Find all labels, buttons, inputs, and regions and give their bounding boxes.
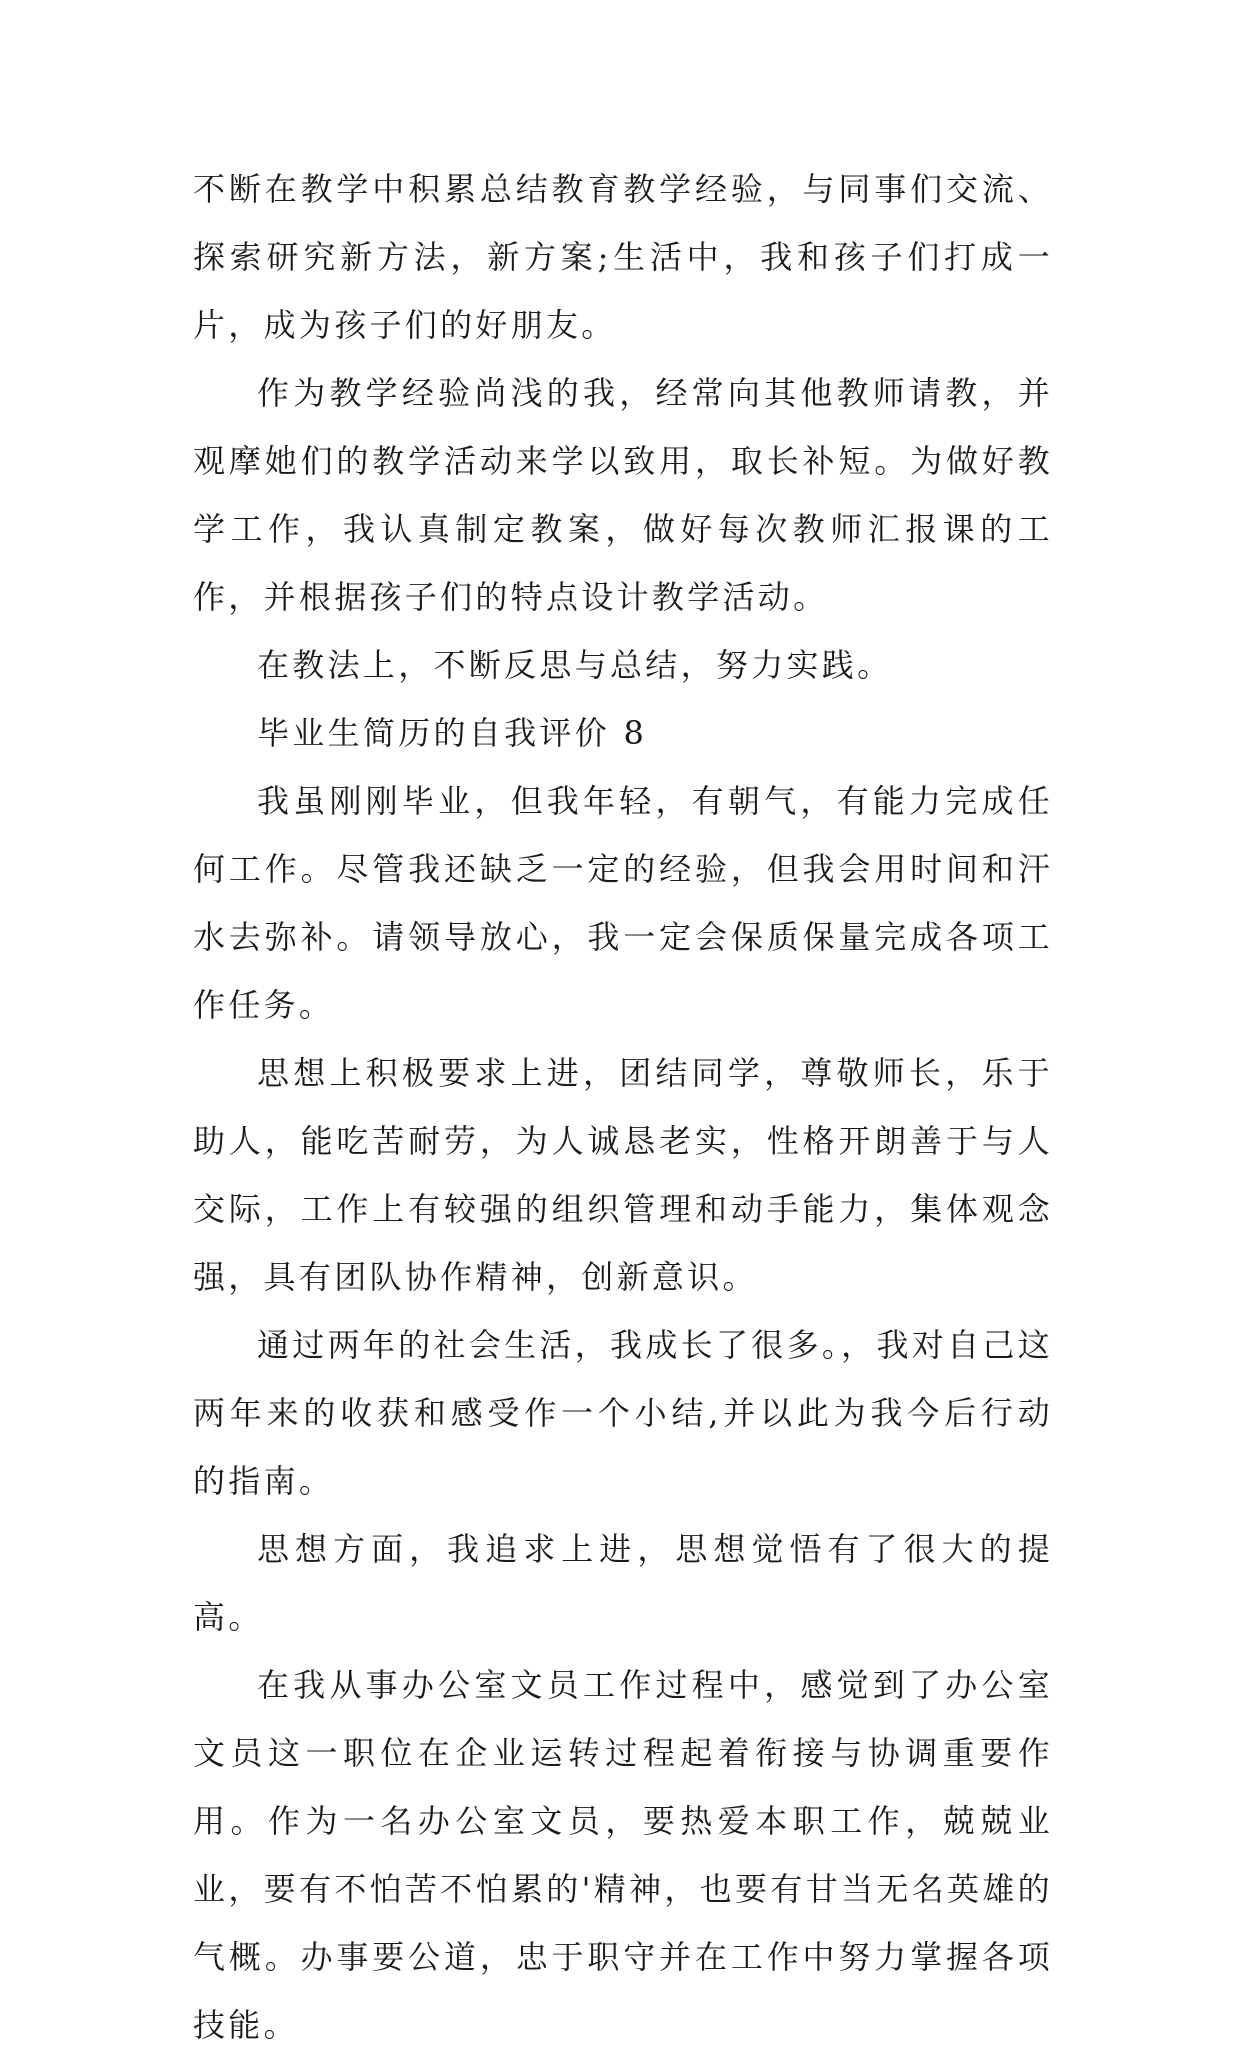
paragraph-personal-qualities: 思想上积极要求上进，团结同学，尊敬师长，乐于助人，能吃苦耐劳，为人诚恳老实，性格开朗善于与人交际，工作上有较强的组织管理和动手能力，集体观念强，具有团队协作精神，创新意识。 xyxy=(193,1054,1053,1296)
paragraph-two-years-summary: 通过两年的社会生活，我成长了很多。，我对自己这两年来的收获和感受作一个小结,并以此为我今后行动的指南。 xyxy=(193,1326,1053,1500)
paragraph-ideological-aspect: 思想方面，我追求上进，思想觉悟有了很大的提高。 xyxy=(193,1530,1053,1636)
paragraph-graduate-statement: 我虽刚刚毕业，但我年轻，有朝气，有能力完成任何工作。尽管我还缺乏一定的经验，但我会用时间和汗水去弥补。请领导放心，我一定会保质保量完成各项工作任务。 xyxy=(193,782,1053,1024)
paragraph-office-clerk: 在我从事办公室文员工作过程中，感觉到了办公室文员这一职位在企业运转过程起着衔接与协调重要作用。作为一名办公室文员，要热爱本职工作，兢兢业业，要有不怕苦不怕累的'精神，也要有甘当无名英雄的气概。办事要公道，忠于职守并在工作中努力掌握各项技能。 xyxy=(193,1666,1053,2044)
document-body xyxy=(193,155,1053,2059)
paragraph-continuation: 不断在教学中积累总结教育教学经验，与同事们交流、探索研究新方法，新方案;生活中，我和孩子们打成一片，成为孩子们的好朋友。 xyxy=(193,170,1053,344)
section-heading: 毕业生简历的自我评价 8 xyxy=(257,714,648,752)
paragraph-teaching-method: 在教法上，不断反思与总结，努力实践。 xyxy=(257,646,893,684)
paragraph-teaching-experience: 作为教学经验尚浅的我，经常向其他教师请教，并观摩她们的教学活动来学以致用，取长补短。为做好教学工作，我认真制定教案，做好每次教师汇报课的工作，并根据孩子们的特点设计教学活动。 xyxy=(193,374,1053,616)
